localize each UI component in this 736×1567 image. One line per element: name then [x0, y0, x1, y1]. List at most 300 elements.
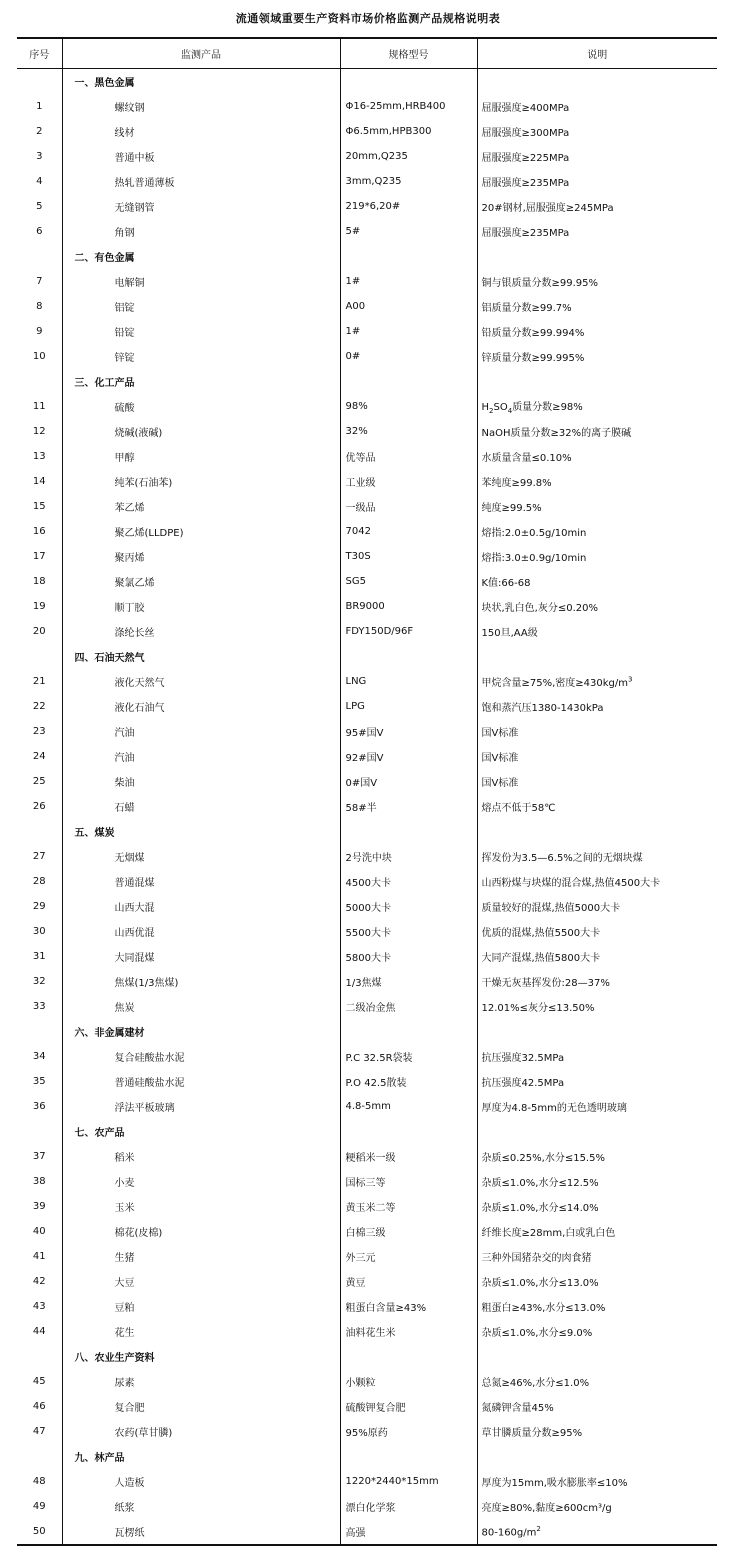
table-row — [17, 444, 717, 469]
cell-spec: Φ16-25mm,HRB400 — [340, 94, 477, 119]
cell-spec: 20mm,Q235 — [340, 144, 477, 169]
table-row — [17, 869, 717, 894]
cell-product: 普通中板 — [62, 144, 340, 169]
cell-spec: 黄玉米二等 — [340, 1194, 477, 1219]
cell-seq: 4 — [17, 169, 62, 194]
cell-product: 液化天然气 — [62, 669, 340, 694]
cell-product: 玉米 — [62, 1194, 340, 1219]
header-seq: 序号 — [17, 38, 62, 69]
category-row — [17, 69, 717, 95]
cell-note: 20#钢材,屈服强度≥245MPa — [481, 203, 614, 214]
cell-spec: 1# — [340, 319, 477, 344]
cell-seq: 37 — [17, 1144, 62, 1169]
cell-seq: 35 — [17, 1069, 62, 1094]
cell-product: 复合肥 — [62, 1394, 340, 1419]
cell-note: 锌质量分数≥99.995% — [481, 353, 585, 364]
table-row — [17, 1244, 717, 1269]
cell-seq: 49 — [17, 1494, 62, 1519]
cell-product: 二、有色金属 — [62, 244, 340, 269]
cell-note: 国Ⅴ标准 — [481, 728, 519, 739]
page-title: 流通领域重要生产资料市场价格监测产品规格说明表 — [235, 12, 501, 25]
table-row — [17, 269, 717, 294]
cell-spec: 漂白化学浆 — [340, 1494, 477, 1519]
table-row — [17, 544, 717, 569]
cell-product: 顺丁胶 — [62, 594, 340, 619]
cell-seq: 45 — [17, 1369, 62, 1394]
table-row — [17, 919, 717, 944]
cell-spec: T30S — [340, 544, 477, 569]
cell-seq — [17, 1019, 62, 1044]
cell-spec: 95%原药 — [340, 1419, 477, 1444]
cell-note: 粗蛋白≥43%,水分≤13.0% — [481, 1303, 606, 1314]
cell-note: 国Ⅴ标准 — [481, 778, 519, 789]
cell-seq — [17, 819, 62, 844]
cell-product: 五、煤炭 — [62, 819, 340, 844]
cell-seq: 11 — [17, 394, 62, 419]
table-row — [17, 144, 717, 169]
cell-seq: 18 — [17, 569, 62, 594]
cell-note: 抗压强度32.5MPa — [481, 1053, 565, 1064]
cell-note — [477, 244, 717, 269]
cell-product: 热轧普通薄板 — [62, 169, 340, 194]
cell-note: 抗压强度42.5MPa — [481, 1078, 565, 1089]
cell-note: 甲烷含量≥75%,密度$\ge 430kg/m^3$ — [481, 675, 633, 689]
cell-note: 纯度≥99.5% — [481, 503, 542, 514]
cell-product: 无缝钢管 — [62, 194, 340, 219]
cell-note — [477, 1119, 717, 1144]
cell-note: 总氮≥46%,水分≤1.0% — [481, 1378, 590, 1389]
table-row — [17, 1094, 717, 1119]
cell-product: 焦炭 — [62, 994, 340, 1019]
cell-note: $80-160g/m^2$ — [477, 1519, 717, 1545]
cell-note: 厚度为4.8-5mm的无色透明玻璃 — [481, 1103, 627, 1114]
table-row — [17, 744, 717, 769]
cell-product: 液化石油气 — [62, 694, 340, 719]
cell-spec: 国标三等 — [340, 1169, 477, 1194]
cell-seq — [17, 644, 62, 669]
table-row — [17, 694, 717, 719]
cell-seq: 48 — [17, 1469, 62, 1494]
cell-note: 杂质≤1.0%,水分≤12.5% — [481, 1178, 599, 1189]
cell-spec: BR9000 — [340, 594, 477, 619]
cell-seq: 7 — [17, 269, 62, 294]
cell-seq: 21 — [17, 669, 62, 694]
cell-note: 大同产混煤,热值5800大卡 — [481, 953, 601, 964]
cell-seq: 39 — [17, 1194, 62, 1219]
table-row — [17, 494, 717, 519]
cell-product: 复合硅酸盐水泥 — [62, 1044, 340, 1069]
table-row — [17, 1469, 717, 1494]
cell-spec: 1220*2440*15mm — [340, 1469, 477, 1494]
cell-note: K值:66-68 — [481, 578, 531, 589]
cell-seq: 9 — [17, 319, 62, 344]
spec-table — [17, 37, 717, 1546]
cell-product: 一、黑色金属 — [62, 69, 340, 95]
cell-seq: 16 — [17, 519, 62, 544]
cell-seq: 29 — [17, 894, 62, 919]
table-row — [17, 294, 717, 319]
cell-note: 厚度为15mm,吸水膨胀率≤10% — [481, 1478, 628, 1489]
cell-seq: 36 — [17, 1094, 62, 1119]
cell-product: 豆粕 — [62, 1294, 340, 1319]
cell-product: 四、石油天然气 — [62, 644, 340, 669]
cell-seq: 50 — [17, 1519, 62, 1545]
table-header-row — [17, 38, 717, 69]
cell-note: 铜与银质量分数≥99.95% — [481, 278, 599, 289]
cell-spec: 4.8-5mm — [340, 1094, 477, 1119]
cell-seq: 12 — [17, 419, 62, 444]
cell-spec: 1/3焦煤 — [340, 969, 477, 994]
cell-note — [477, 644, 717, 669]
table-row — [17, 1144, 717, 1169]
cell-product: 无烟煤 — [62, 844, 340, 869]
cell-spec — [340, 1444, 477, 1469]
cell-seq — [17, 244, 62, 269]
cell-note: 屈服强度≥235MPa — [481, 178, 570, 189]
cell-product: 七、农产品 — [62, 1119, 340, 1144]
table-row — [17, 1394, 717, 1419]
cell-note: 水质量含量≤0.10% — [481, 453, 572, 464]
cell-spec: Φ6.5mm,HPB300 — [340, 119, 477, 144]
cell-note: 屈服强度≥400MPa — [481, 103, 570, 114]
cell-spec: 5500大卡 — [340, 919, 477, 944]
cell-note: 氮磷钾含量45% — [481, 1403, 554, 1414]
table-row — [17, 1219, 717, 1244]
table-row — [17, 194, 717, 219]
table-body — [17, 69, 717, 1546]
cell-spec: 1# — [340, 269, 477, 294]
cell-product: 大同混煤 — [62, 944, 340, 969]
cell-note: 优质的混煤,热值5500大卡 — [481, 928, 601, 939]
category-row — [17, 369, 717, 394]
cell-product: 花生 — [62, 1319, 340, 1344]
cell-product: 汽油 — [62, 744, 340, 769]
cell-spec: 硫酸钾复合肥 — [340, 1394, 477, 1419]
table-row — [17, 94, 717, 119]
cell-seq: 30 — [17, 919, 62, 944]
cell-product: 涤纶长丝 — [62, 619, 340, 644]
cell-spec: 5800大卡 — [340, 944, 477, 969]
cell-spec: 0# — [340, 344, 477, 369]
cell-seq: 5 — [17, 194, 62, 219]
cell-spec: 一级品 — [340, 494, 477, 519]
cell-seq: 14 — [17, 469, 62, 494]
cell-product: 焦煤(1/3焦煤) — [62, 969, 340, 994]
cell-spec: 黄豆 — [340, 1269, 477, 1294]
cell-seq: 42 — [17, 1269, 62, 1294]
cell-spec: SG5 — [340, 569, 477, 594]
cell-product: 聚丙烯 — [62, 544, 340, 569]
cell-spec: 白棉三级 — [340, 1219, 477, 1244]
table-row — [17, 569, 717, 594]
cell-spec — [340, 644, 477, 669]
cell-product: 农药(草甘膦) — [62, 1419, 340, 1444]
cell-seq: 23 — [17, 719, 62, 744]
table-row — [17, 594, 717, 619]
cell-seq — [17, 69, 62, 95]
cell-seq: 6 — [17, 219, 62, 244]
header-product: 监测产品 — [62, 38, 340, 69]
cell-note: 纤维长度≥28mm,白或乳白色 — [481, 1228, 616, 1239]
table-row — [17, 1269, 717, 1294]
cell-seq: 46 — [17, 1394, 62, 1419]
category-row — [17, 244, 717, 269]
table-row — [17, 1044, 717, 1069]
cell-note: 杂质≤1.0%,水分≤9.0% — [481, 1328, 593, 1339]
cell-spec: 219*6,20# — [340, 194, 477, 219]
cell-spec — [340, 369, 477, 394]
cell-note: 亮度≥80%,黏度≥600cm³/g — [481, 1503, 612, 1514]
cell-note: 150旦,AA级 — [481, 628, 538, 639]
cell-note: 草甘膦质量分数≥95% — [481, 1428, 583, 1439]
cell-product: 山西优混 — [62, 919, 340, 944]
cell-spec: LNG — [340, 669, 477, 694]
cell-product: 柴油 — [62, 769, 340, 794]
table-row — [17, 1319, 717, 1344]
cell-spec — [340, 244, 477, 269]
table-row — [17, 1369, 717, 1394]
category-row — [17, 1119, 717, 1144]
cell-product: 三、化工产品 — [62, 369, 340, 394]
cell-seq: 15 — [17, 494, 62, 519]
cell-seq: 32 — [17, 969, 62, 994]
cell-spec: 粗蛋白含量≥43% — [340, 1294, 477, 1319]
header-spec: 规格型号 — [340, 38, 477, 69]
cell-note — [477, 369, 717, 394]
cell-spec: 92#国Ⅴ — [340, 744, 477, 769]
cell-product: 九、林产品 — [62, 1444, 340, 1469]
cell-product: 浮法平板玻璃 — [62, 1094, 340, 1119]
cell-spec: 7042 — [340, 519, 477, 544]
table-row — [17, 994, 717, 1019]
cell-note: 熔指:3.0±0.9g/10min — [481, 553, 587, 564]
cell-note: 块状,乳白色,灰分≤0.20% — [481, 603, 599, 614]
cell-product: 汽油 — [62, 719, 340, 744]
cell-product: 螺纹钢 — [62, 94, 340, 119]
cell-note: 杂质≤1.0%,水分≤14.0% — [481, 1203, 599, 1214]
cell-note: 熔指:2.0±0.5g/10min — [481, 528, 587, 539]
cell-note — [477, 1444, 717, 1469]
cell-seq: 34 — [17, 1044, 62, 1069]
cell-seq: 20 — [17, 619, 62, 644]
cell-spec: P.C 32.5R袋装 — [340, 1044, 477, 1069]
cell-product: 山西大混 — [62, 894, 340, 919]
table-row — [17, 894, 717, 919]
cell-product: 甲醇 — [62, 444, 340, 469]
cell-seq — [17, 1119, 62, 1144]
table-row — [17, 1169, 717, 1194]
cell-spec: 0#国Ⅴ — [340, 769, 477, 794]
table-row — [17, 519, 717, 544]
table-row — [17, 1494, 717, 1519]
cell-note: 挥发份为3.5—6.5%之间的无烟块煤 — [481, 853, 643, 864]
cell-spec: A00 — [340, 294, 477, 319]
cell-note: 杂质≤0.25%,水分≤15.5% — [481, 1153, 605, 1164]
table-row — [17, 719, 717, 744]
cell-product: 硫酸 — [62, 394, 340, 419]
cell-product: 角钢 — [62, 219, 340, 244]
cell-seq: 33 — [17, 994, 62, 1019]
cell-product: 线材 — [62, 119, 340, 144]
cell-product: 铅锭 — [62, 319, 340, 344]
cell-spec: 98% — [340, 394, 477, 419]
table-row — [17, 1419, 717, 1444]
table-row — [17, 319, 717, 344]
cell-note: 三种外国猪杂交的肉食猪 — [481, 1253, 592, 1264]
cell-spec: 2号洗中块 — [340, 844, 477, 869]
cell-product: 尿素 — [62, 1369, 340, 1394]
cell-seq: 38 — [17, 1169, 62, 1194]
cell-product: 聚氯乙烯 — [62, 569, 340, 594]
cell-product: 纯苯(石油苯) — [62, 469, 340, 494]
cell-note: 铅质量分数≥99.994% — [481, 328, 585, 339]
cell-note: 屈服强度≥235MPa — [481, 228, 570, 239]
table-row — [17, 219, 717, 244]
cell-product: 电解铜 — [62, 269, 340, 294]
table-row — [17, 769, 717, 794]
table-row — [17, 944, 717, 969]
cell-product: 苯乙烯 — [62, 494, 340, 519]
cell-note — [477, 1344, 717, 1369]
cell-product: 棉花(皮棉) — [62, 1219, 340, 1244]
cell-seq: 25 — [17, 769, 62, 794]
cell-spec — [340, 819, 477, 844]
cell-seq: 40 — [17, 1219, 62, 1244]
cell-note: NaOH质量分数≥32%的离子膜碱 — [481, 428, 632, 439]
cell-product: 普通混煤 — [62, 869, 340, 894]
cell-seq: 13 — [17, 444, 62, 469]
cell-note: 铝质量分数≥99.7% — [481, 303, 572, 314]
cell-seq: 43 — [17, 1294, 62, 1319]
cell-product: 铝锭 — [62, 294, 340, 319]
cell-product: 人造板 — [62, 1469, 340, 1494]
cell-seq: 27 — [17, 844, 62, 869]
category-row — [17, 1444, 717, 1469]
cell-spec: 高强 — [340, 1519, 477, 1545]
table-row — [17, 394, 717, 419]
cell-seq — [17, 1444, 62, 1469]
cell-product: 烧碱(液碱) — [62, 419, 340, 444]
cell-spec: LPG — [340, 694, 477, 719]
cell-seq: 1 — [17, 94, 62, 119]
cell-spec: 95#国Ⅴ — [340, 719, 477, 744]
table-row — [17, 344, 717, 369]
cell-seq: 17 — [17, 544, 62, 569]
cell-spec — [340, 1344, 477, 1369]
cell-product: 生猪 — [62, 1244, 340, 1269]
cell-note — [477, 819, 717, 844]
cell-product: 大豆 — [62, 1269, 340, 1294]
cell-product: 八、农业生产资料 — [62, 1344, 340, 1369]
table-row — [17, 1194, 717, 1219]
cell-seq: 8 — [17, 294, 62, 319]
category-row — [17, 644, 717, 669]
cell-seq: 44 — [17, 1319, 62, 1344]
table-row — [17, 844, 717, 869]
table-row — [17, 1519, 717, 1545]
cell-note: $H_2SO_4$质量分数≥98% — [481, 402, 583, 415]
cell-spec: 32% — [340, 419, 477, 444]
table-row — [17, 794, 717, 819]
cell-product: 普通硅酸盐水泥 — [62, 1069, 340, 1094]
cell-seq: 24 — [17, 744, 62, 769]
cell-product: 石蜡 — [62, 794, 340, 819]
cell-spec: 粳稻米一级 — [340, 1144, 477, 1169]
cell-note — [477, 1019, 717, 1044]
header-note: 说明 — [477, 38, 717, 69]
cell-note: 12.01%≤灰分≤13.50% — [481, 1003, 595, 1014]
cell-product: 六、非金属建材 — [62, 1019, 340, 1044]
cell-note — [477, 69, 717, 95]
cell-seq: 3 — [17, 144, 62, 169]
cell-spec: 外三元 — [340, 1244, 477, 1269]
category-row — [17, 1019, 717, 1044]
cell-spec: 优等品 — [340, 444, 477, 469]
cell-note: 杂质≤1.0%,水分≤13.0% — [481, 1278, 599, 1289]
cell-product: 锌锭 — [62, 344, 340, 369]
cell-seq: 28 — [17, 869, 62, 894]
cell-product: 小麦 — [62, 1169, 340, 1194]
table-row — [17, 969, 717, 994]
cell-seq — [17, 369, 62, 394]
cell-seq: 10 — [17, 344, 62, 369]
cell-spec: FDY150D/96F — [340, 619, 477, 644]
cell-seq: 47 — [17, 1419, 62, 1444]
cell-spec: 5# — [340, 219, 477, 244]
cell-note: 干燥无灰基挥发份:28—37% — [481, 978, 610, 989]
cell-spec: P.O 42.5散装 — [340, 1069, 477, 1094]
table-row — [17, 119, 717, 144]
cell-seq: 41 — [17, 1244, 62, 1269]
cell-note: 屈服强度≥300MPa — [481, 128, 570, 139]
cell-spec: 5000大卡 — [340, 894, 477, 919]
cell-note: 熔点不低于58℃ — [481, 803, 556, 814]
cell-seq: 31 — [17, 944, 62, 969]
cell-seq: 22 — [17, 694, 62, 719]
cell-note: 屈服强度≥225MPa — [481, 153, 570, 164]
cell-note: 饱和蒸汽压1380-1430kPa — [481, 703, 604, 714]
cell-seq — [17, 1344, 62, 1369]
category-row — [17, 819, 717, 844]
table-row — [17, 619, 717, 644]
cell-spec: 58#半 — [340, 794, 477, 819]
cell-spec: 油料花生米 — [340, 1319, 477, 1344]
cell-product: 纸浆 — [62, 1494, 340, 1519]
cell-spec — [340, 69, 477, 95]
cell-spec: 4500大卡 — [340, 869, 477, 894]
table-row — [17, 1069, 717, 1094]
category-row — [17, 1344, 717, 1369]
cell-product: 瓦楞纸 — [62, 1519, 340, 1545]
table-row — [17, 1294, 717, 1319]
cell-spec — [340, 1119, 477, 1144]
cell-spec: 二级冶金焦 — [340, 994, 477, 1019]
cell-note: 质量较好的混煤,热值5000大卡 — [481, 903, 621, 914]
cell-spec: 3mm,Q235 — [340, 169, 477, 194]
cell-product: 稻米 — [62, 1144, 340, 1169]
table-row — [17, 169, 717, 194]
table-row — [17, 669, 717, 694]
cell-seq: 19 — [17, 594, 62, 619]
cell-note: 山西粉煤与块煤的混合煤,热值4500大卡 — [481, 878, 661, 889]
cell-spec — [340, 1019, 477, 1044]
cell-spec: 小颗粒 — [340, 1369, 477, 1394]
table-row — [17, 419, 717, 444]
cell-note: 苯纯度≥99.8% — [481, 478, 552, 489]
cell-product: 聚乙烯(LLDPE) — [62, 519, 340, 544]
table-row — [17, 469, 717, 494]
cell-seq: 2 — [17, 119, 62, 144]
